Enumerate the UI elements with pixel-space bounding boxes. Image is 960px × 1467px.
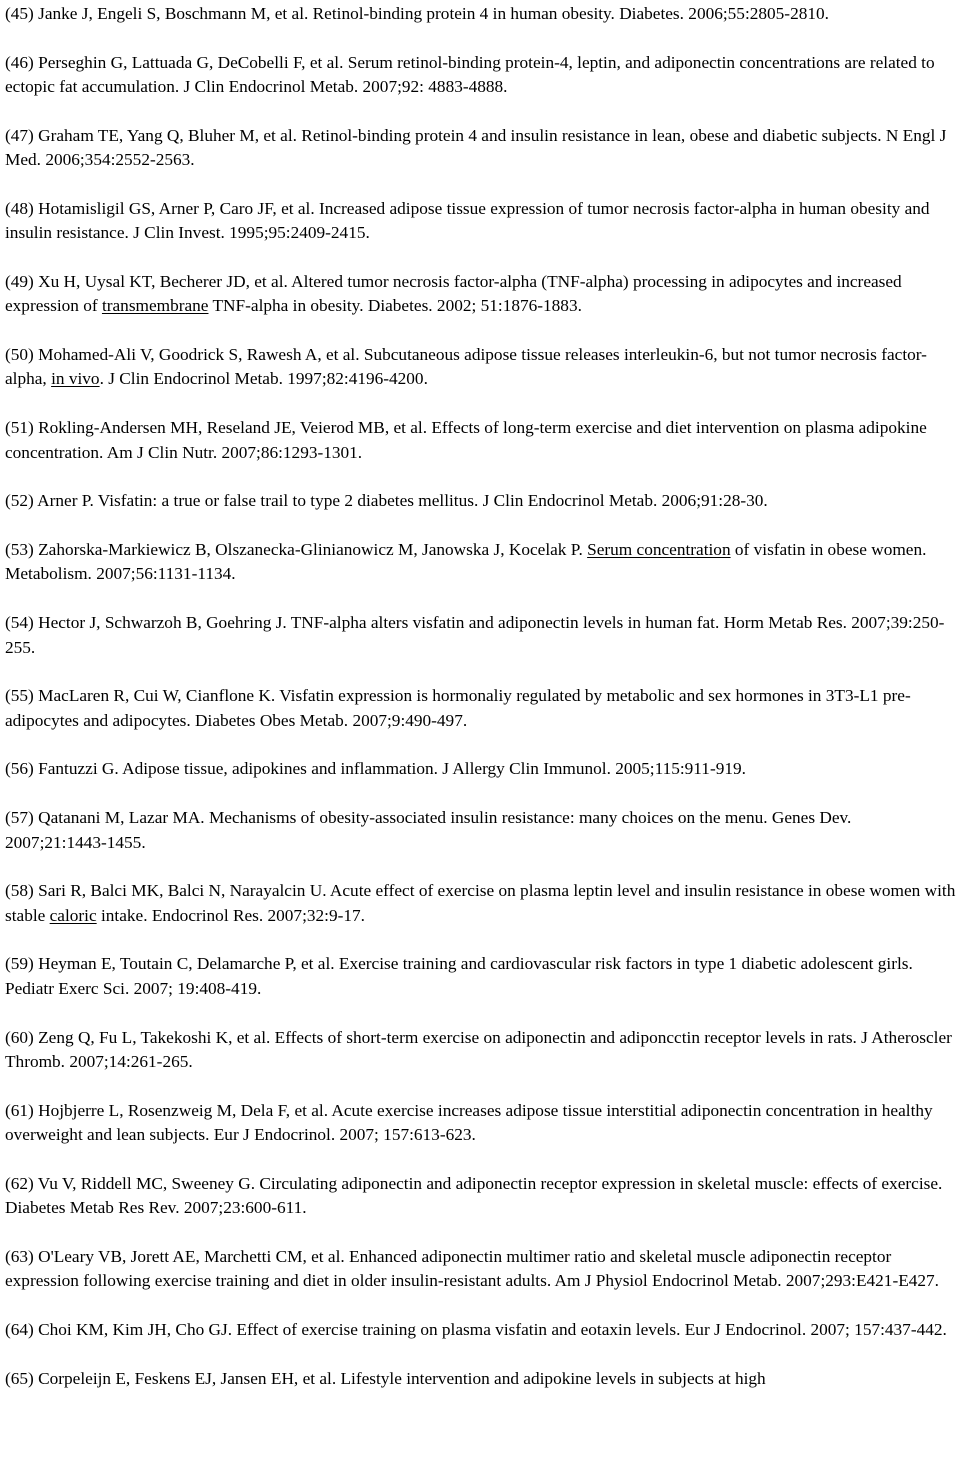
reference-text: (51) Rokling-Andersen MH, Reseland JE, Veierod MB, et al. Effects of long-term exercise and diet intervention on plasma adipokine concentration. Am J Clin Nutr. 2007;86:1293-1301. (5, 418, 927, 462)
reference-text: (60) Zeng Q, Fu L, Takekoshi K, et al. Effects of short-term exercise on adiponectin and adiponcctin receptor levels in rats. J Atheroscler Thromb. 2007;14:261-265. (5, 1027, 952, 1071)
reference-text: (65) Corpeleijn E, Feskens EJ, Jansen EH, et al. Lifestyle intervention and adipokine levels in subjects at high (5, 1368, 766, 1388)
reference-item (5, 611, 957, 660)
reference-text: (62) Vu V, Riddell MC, Sweeney G. Circulating adiponectin and adiponectin receptor expression in skeletal muscle: effects of exercise. Diabetes Metab Res Rev. 2007;23:600-611. (5, 1173, 943, 1217)
reference-item (5, 343, 957, 392)
reference-text: of visfatin in obese women. Metabolism. 2007;56:1131-1134. (5, 540, 927, 584)
reference-item (5, 952, 957, 1001)
reference-text: (56) Fantuzzi G. Adipose tissue, adipokines and inflammation. J Allergy Clin Immunol. 2005;115:911-919. (5, 759, 746, 779)
reference-item (5, 879, 957, 928)
reference-text: (48) Hotamisligil GS, Arner P, Caro JF, et al. Increased adipose tissue expression of tumor necrosis factor-alpha in human obesity and insulin resistance. J Clin Invest. 1995;95:2409-2415. (5, 198, 930, 243)
reference-text: (58) Sari R, Balci MK, Balci N, Narayalcin U. Acute effect of exercise on plasma leptin level and insulin resistance in obese women with stable (5, 881, 956, 925)
reference-text: (45) Janke J, Engeli S, Boschmann M, et al. Retinol-binding protein 4 in human obesity. Diabetes. 2006;55:2805-2810. (5, 4, 829, 23)
reference-item (5, 538, 957, 587)
reference-text: (64) Choi KM, Kim JH, Cho GJ. Effect of exercise training on plasma visfatin and eotaxin levels. Eur J Endocrinol. 2007; 157:437-442. (5, 1319, 947, 1339)
reference-item (5, 757, 957, 781)
reference-text: (54) Hector J, Schwarzoh B, Goehring J. TNF-alpha alters visfatin and adiponectin levels in human fat. Horm Metab Res. 2007;39:250-255. (5, 613, 945, 657)
reference-item (5, 197, 957, 246)
reference-item (5, 806, 957, 855)
reference-text: (63) O'Leary VB, Jorett AE, Marchetti CM, et al. Enhanced adiponectin multimer ratio and skeletal muscle adiponectin receptor expression following exercise training and diet in older insulin-resistant adults. Am J Physiol Endocrinol Metab. 2007;293:E421-E427. (5, 1246, 940, 1291)
reference-text: (50) Mohamed-Ali V, Goodrick S, Rawesh A, et al. Subcutaneous adipose tissue releases interleukin-6, but not tumor necrosis factor-alpha, (5, 345, 927, 389)
reference-text: . J Clin Endocrinol Metab. 1997;82:4196-4200. (99, 369, 428, 389)
reference-item (5, 1099, 957, 1148)
reference-text: TNF-alpha in obesity. Diabetes. 2002; 51:1876-1883. (208, 296, 582, 316)
reference-item (5, 1026, 957, 1075)
reference-text: (61) Hojbjerre L, Rosenzweig M, Dela F, et al. Acute exercise increases adipose tissue interstitial adiponectin concentration in healthy overweight and lean subjects. Eur J Endocrinol. 2007; 157:613-623. (5, 1100, 933, 1144)
reference-item (5, 124, 957, 173)
reference-item (5, 1172, 957, 1221)
reference-text: (47) Graham TE, Yang Q, Bluher M, et al. Retinol-binding protein 4 and insulin resistance in lean, obese and diabetic subjects. N Engl J Med. 2006;354:2552-2563. (5, 125, 947, 170)
reference-item (5, 2, 957, 26)
reference-text: (59) Heyman E, Toutain C, Delamarche P, et al. Exercise training and cardiovascular risk factors in type 1 diabetic adolescent girls. Pediatr Exerc Sci. 2007; 19:408-419. (5, 954, 913, 998)
reference-link[interactable]: caloric (49, 905, 97, 925)
reference-item (5, 489, 957, 513)
reference-link[interactable]: transmembrane (101, 296, 209, 316)
reference-text: (52) Arner P. Visfatin: a true or false trail to type 2 diabetes mellitus. J Clin Endocrinol Metab. 2006;91:28-30. (5, 491, 768, 511)
reference-item (5, 416, 957, 465)
reference-text: (53) Zahorska-Markiewicz B, Olszanecka-Glinianowicz M, Janowska J, Kocelak P. (5, 540, 588, 560)
reference-link[interactable]: in vivo (51, 369, 100, 389)
reference-text: intake. Endocrinol Res. 2007;32:9-17. (96, 905, 365, 925)
reference-text: (46) Perseghin G, Lattuada G, DeCobelli F, et al. Serum retinol-binding protein-4, leptin, and adiponectin concentrations are related to ectopic fat accumulation. J Clin Endocrinol Metab. 2007;92: 4883-4888. (5, 52, 935, 97)
reference-item (5, 1318, 957, 1342)
reference-item (5, 684, 957, 733)
reference-item (5, 1367, 957, 1391)
reference-item (5, 1245, 957, 1294)
reference-text: (55) MacLaren R, Cui W, Cianflone K. Visfatin expression is hormonaliy regulated by metabolic and sex hormones in 3T3-L1 pre-adipocytes and adipocytes. Diabetes Obes Metab. 2007;9:490-497. (5, 686, 911, 730)
reference-list (5, 2, 957, 1415)
reference-item (5, 51, 957, 100)
reference-text: (57) Qatanani M, Lazar MA. Mechanisms of obesity-associated insulin resistance: many choices on the menu. Genes Dev. 2007;21:1443-1455. (5, 808, 852, 852)
reference-item (5, 270, 957, 319)
reference-link[interactable]: Serum concentration (587, 540, 731, 560)
reference-text: (49) Xu H, Uysal KT, Becherer JD, et al. Altered tumor necrosis factor-alpha (TNF-alpha) processing in adipocytes and increased expression of (5, 272, 902, 316)
